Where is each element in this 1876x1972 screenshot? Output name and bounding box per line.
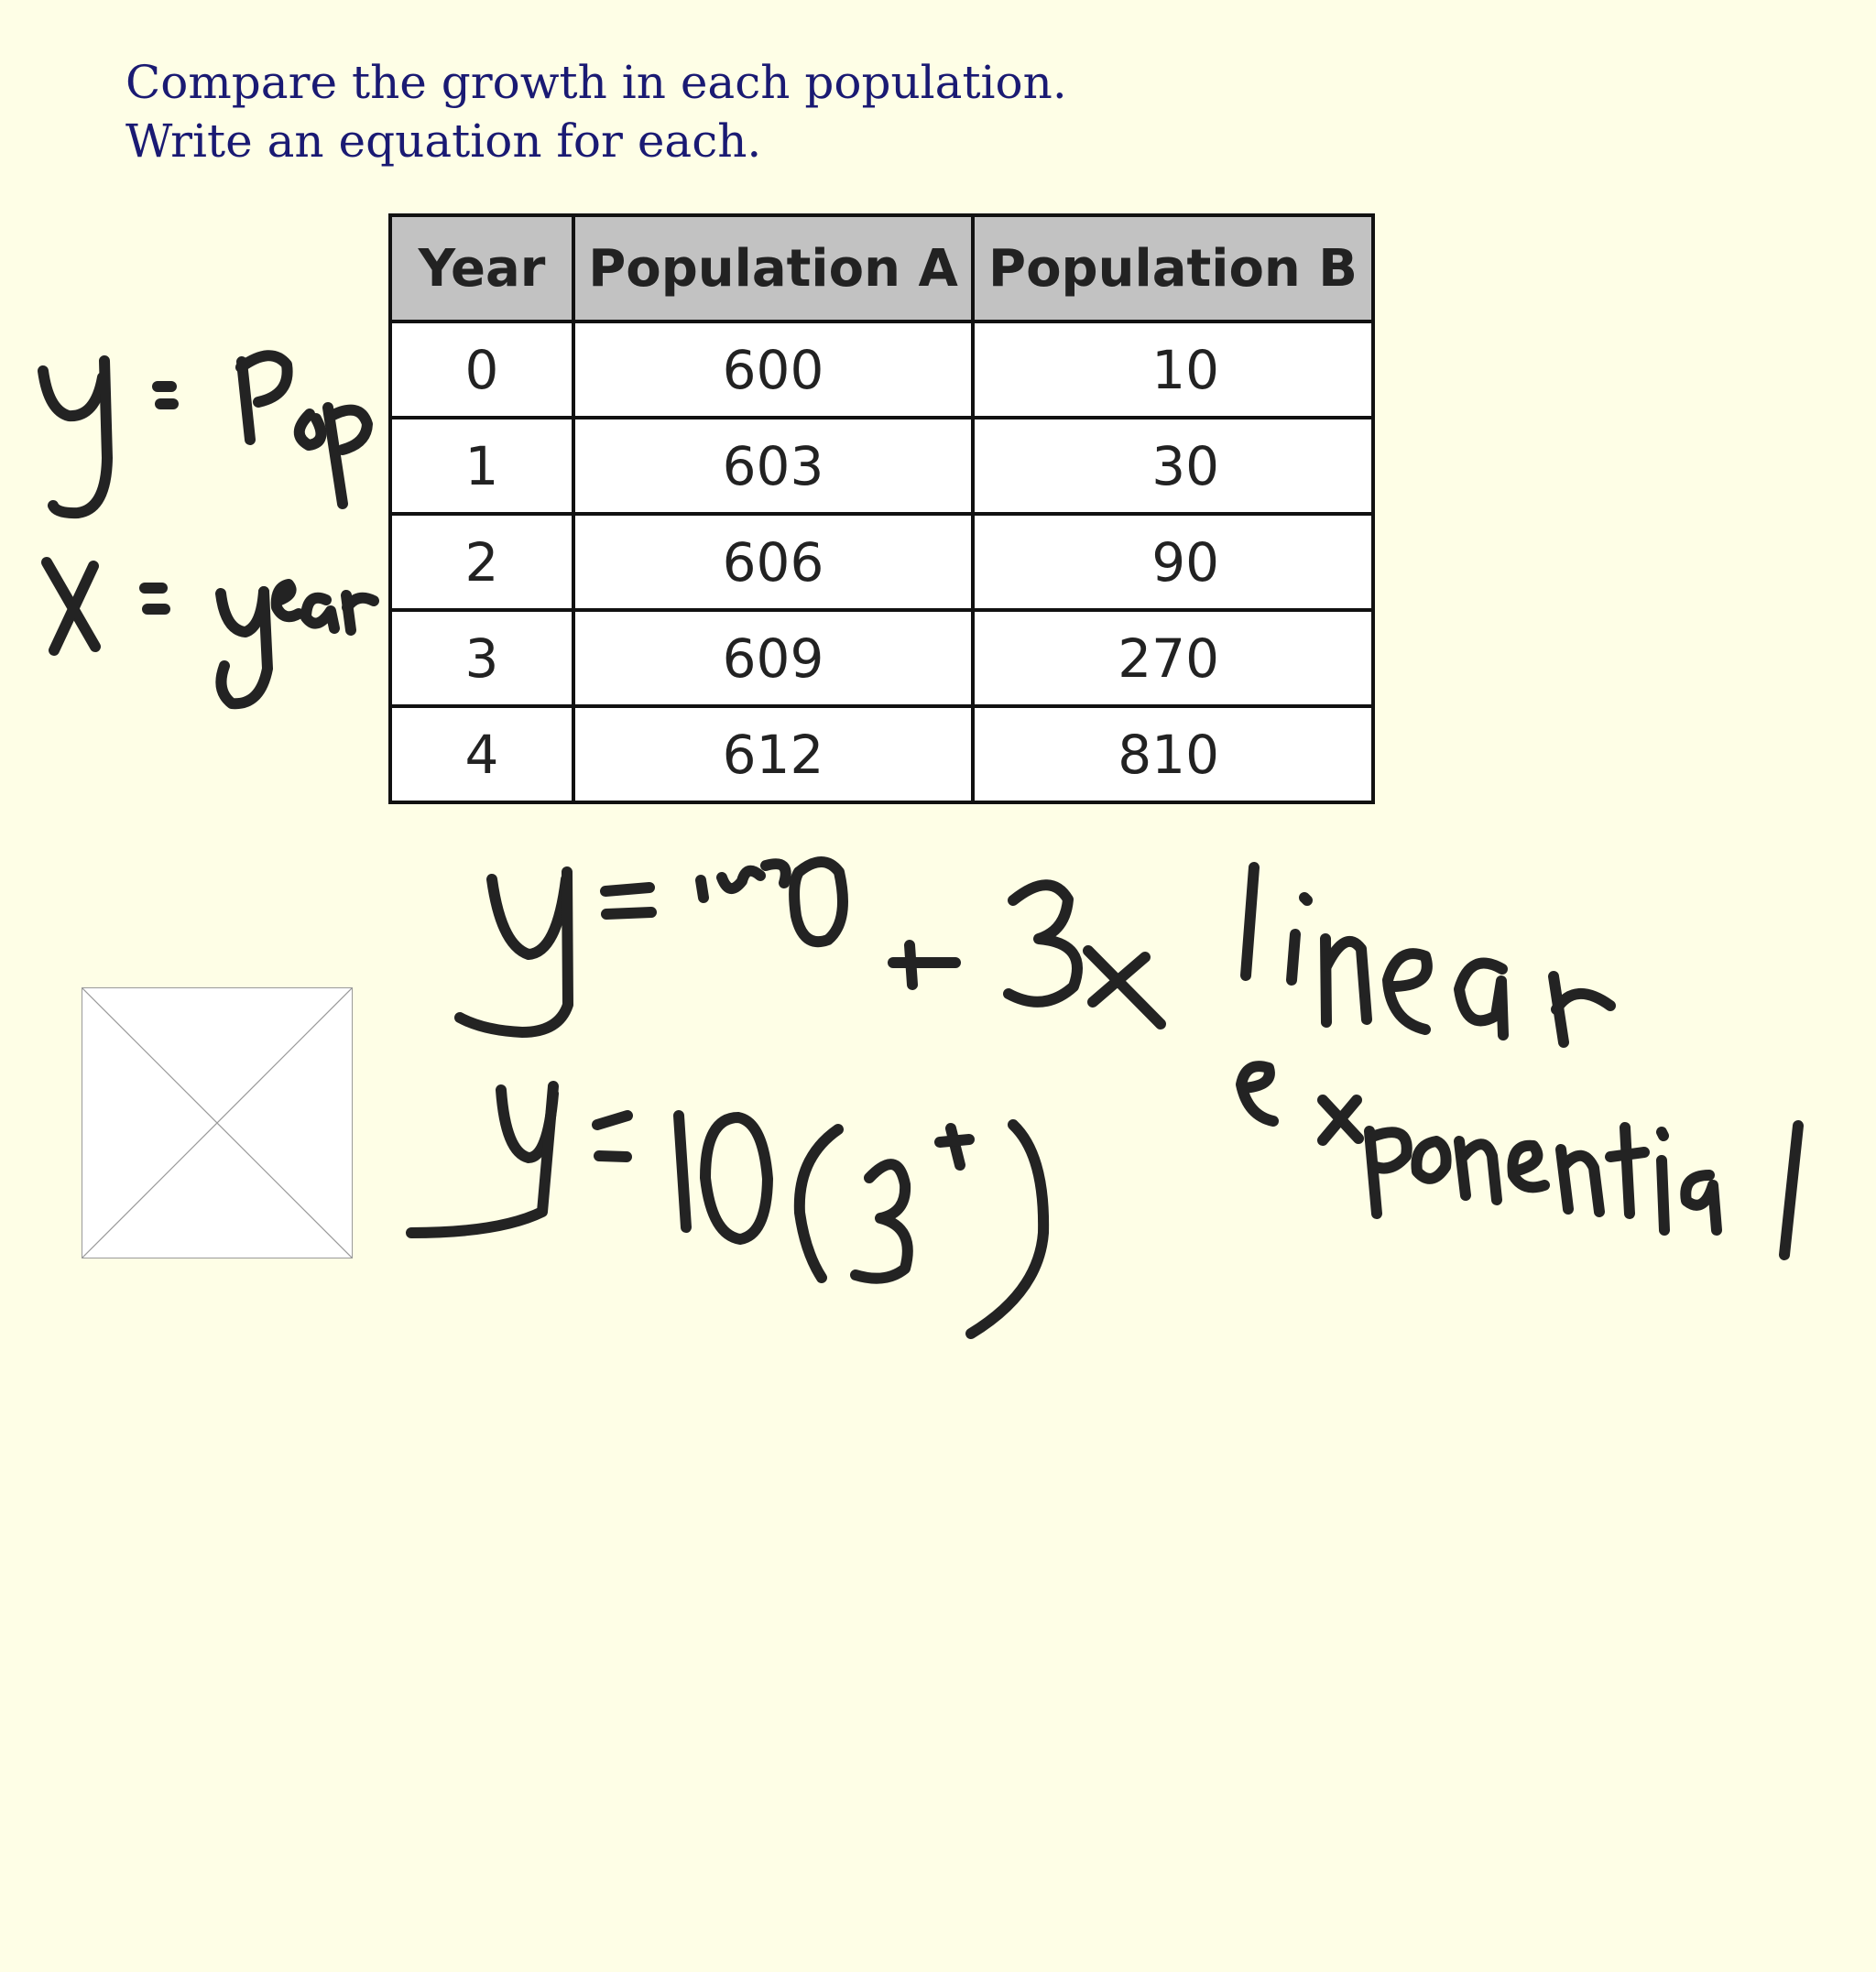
year-cell: 2 bbox=[390, 514, 573, 610]
handwriting-equation-population-a bbox=[460, 862, 1161, 1032]
population-a-cell: 606 bbox=[573, 514, 973, 610]
year-cell: 0 bbox=[390, 321, 573, 418]
instruction-line-2: Write an equation for each. bbox=[125, 114, 762, 168]
population-a-cell: 600 bbox=[573, 321, 973, 418]
population-b-cell: 10 bbox=[973, 321, 1373, 418]
population-a-cell: 603 bbox=[573, 418, 973, 514]
handwriting-x-equals-year bbox=[47, 562, 374, 703]
handwriting-label-linear bbox=[1246, 867, 1610, 1042]
year-cell: 3 bbox=[390, 610, 573, 706]
population-a-cell: 609 bbox=[573, 610, 973, 706]
population-b-cell: 30 bbox=[973, 418, 1373, 514]
population-b-cell: 270 bbox=[973, 610, 1373, 706]
handwriting-equation-population-b bbox=[411, 1086, 1043, 1334]
column-header-population-b: Population B bbox=[973, 215, 1373, 321]
year-cell: 4 bbox=[390, 706, 573, 802]
population-b-cell: 810 bbox=[973, 706, 1373, 802]
handwriting-label-exponential bbox=[1241, 1066, 1798, 1255]
instruction-line-1: Compare the growth in each population. bbox=[125, 56, 1067, 109]
population-b-cell: 90 bbox=[973, 514, 1373, 610]
year-cell: 1 bbox=[390, 418, 573, 514]
population-a-cell: 612 bbox=[573, 706, 973, 802]
column-header-year: Year bbox=[390, 215, 573, 321]
handwriting-y-equals-pop bbox=[43, 355, 367, 513]
column-header-population-a: Population A bbox=[573, 215, 973, 321]
